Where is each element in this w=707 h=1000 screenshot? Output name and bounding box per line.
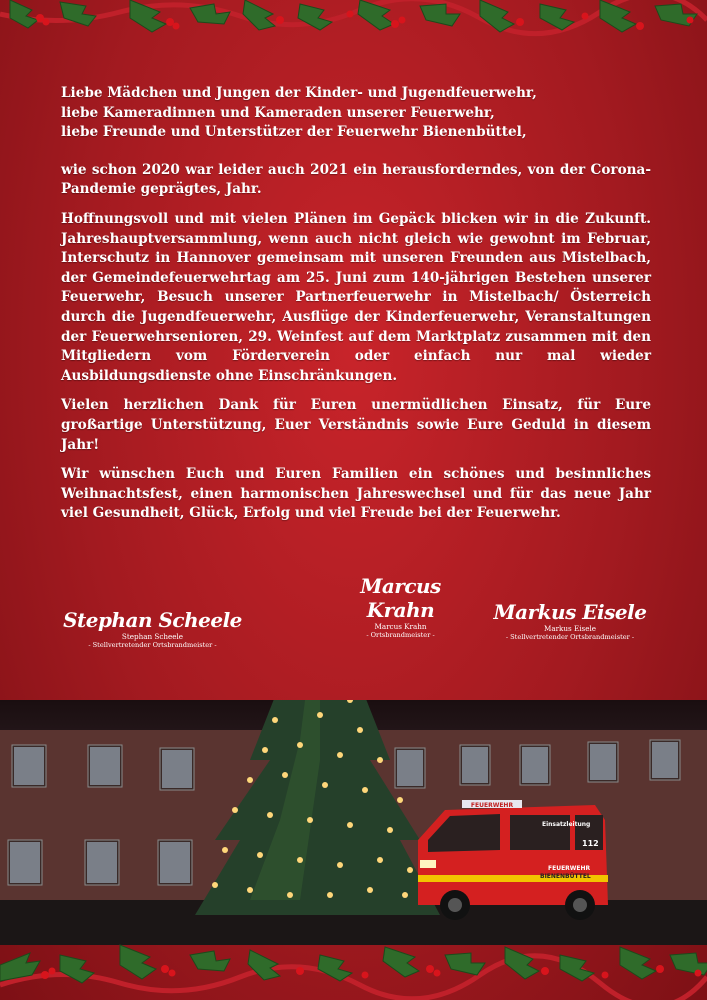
signature-scrawl: Stephan Scheele: [63, 608, 242, 632]
signature-scrawl: Markus Eisele: [493, 600, 647, 624]
fire-station-photo: [0, 700, 707, 945]
paragraph: Vielen herzlichen Dank für Euren unermüdlichen Einsatz, für Eure großartige Unterstützung, Euer Verständnis sowie Eure Geduld in diesem Jahr!: [61, 397, 651, 453]
signature-name: Markus Eisele: [543, 624, 597, 633]
greeting-line: liebe Kameradinnen und Kameraden unserer Feuerwehr,: [61, 104, 495, 121]
paragraph: wie schon 2020 war leider auch 2021 ein herausforderndes, von der Corona-Pandemie geprägtes, Jahr.: [61, 161, 651, 198]
signature-name: Marcus Krahn: [374, 622, 427, 631]
signature-role: - Stellvertretender Ortsbrandmeister -: [88, 641, 217, 649]
truck-side-label-1: FEUERWEHR: [548, 865, 591, 872]
truck-side-label-2: BIENENBÜTTEL: [540, 873, 591, 880]
signature-right: [465, 600, 675, 641]
signature-left: [60, 608, 245, 649]
holly-garland-bottom-icon: [0, 925, 707, 1000]
signature-center: [343, 574, 458, 639]
signature-scrawl: Marcus Krahn: [360, 574, 441, 622]
truck-roof-label: FEUERWEHR: [470, 802, 514, 809]
fire-truck-icon: [418, 800, 608, 920]
truck-phone: 112: [582, 839, 599, 848]
signature-name: Stephan Scheele: [121, 632, 184, 641]
holly-garland-top-icon: [0, 0, 707, 60]
greeting-line: liebe Freunde und Unterstützer der Feuerwehr Bienenbüttel,: [61, 124, 527, 141]
signature-role: - Stellvertretender Ortsbrandmeister -: [505, 633, 635, 641]
truck-role-label: Einsatzleitung: [542, 821, 591, 828]
letter-body: [61, 84, 651, 534]
greeting-block: [61, 84, 651, 143]
paragraph: Hoffnungsvoll und mit vielen Plänen im Gepäck blicken wir in die Zukunft. Jahreshauptversammlung, wenn auch nicht gleich wie gewohnt im Februar, Interschutz in Hannover gemeinsam mit unseren Freunden aus Mistelbach, der Gemeindefeuerwehrtag am 25. Juni zum 140-jährigen Bestehen unserer Feuerwehr, Besuch unserer Partnerfeuerwehr in Mistelbach/ Österreich durch die Jugendfeuerwehr, Ausflüge der Kinderfeuerwehr, Veranstaltungen der Feuerwehrsenioren, 29. Weinfest auf dem Marktplatz zusammen mit den Mitgliedern vom Förderverein oder einfach nur mal wieder Ausbildungsdienste ohne Einschränkungen.: [61, 210, 651, 384]
signature-role: - Ortsbrandmeister -: [366, 631, 435, 639]
paragraph: Wir wünschen Euch und Euren Familien ein schönes und besinnliches Weihnachtsfest, einen harmonischen Jahreswechsel und für das neue Jahr viel Gesundheit, Glück, Erfolg und viel Freude bei der Feuerwehr.: [61, 466, 651, 522]
greeting-line: Liebe Mädchen und Jungen der Kinder- und Jugendfeuerwehr,: [61, 85, 537, 101]
